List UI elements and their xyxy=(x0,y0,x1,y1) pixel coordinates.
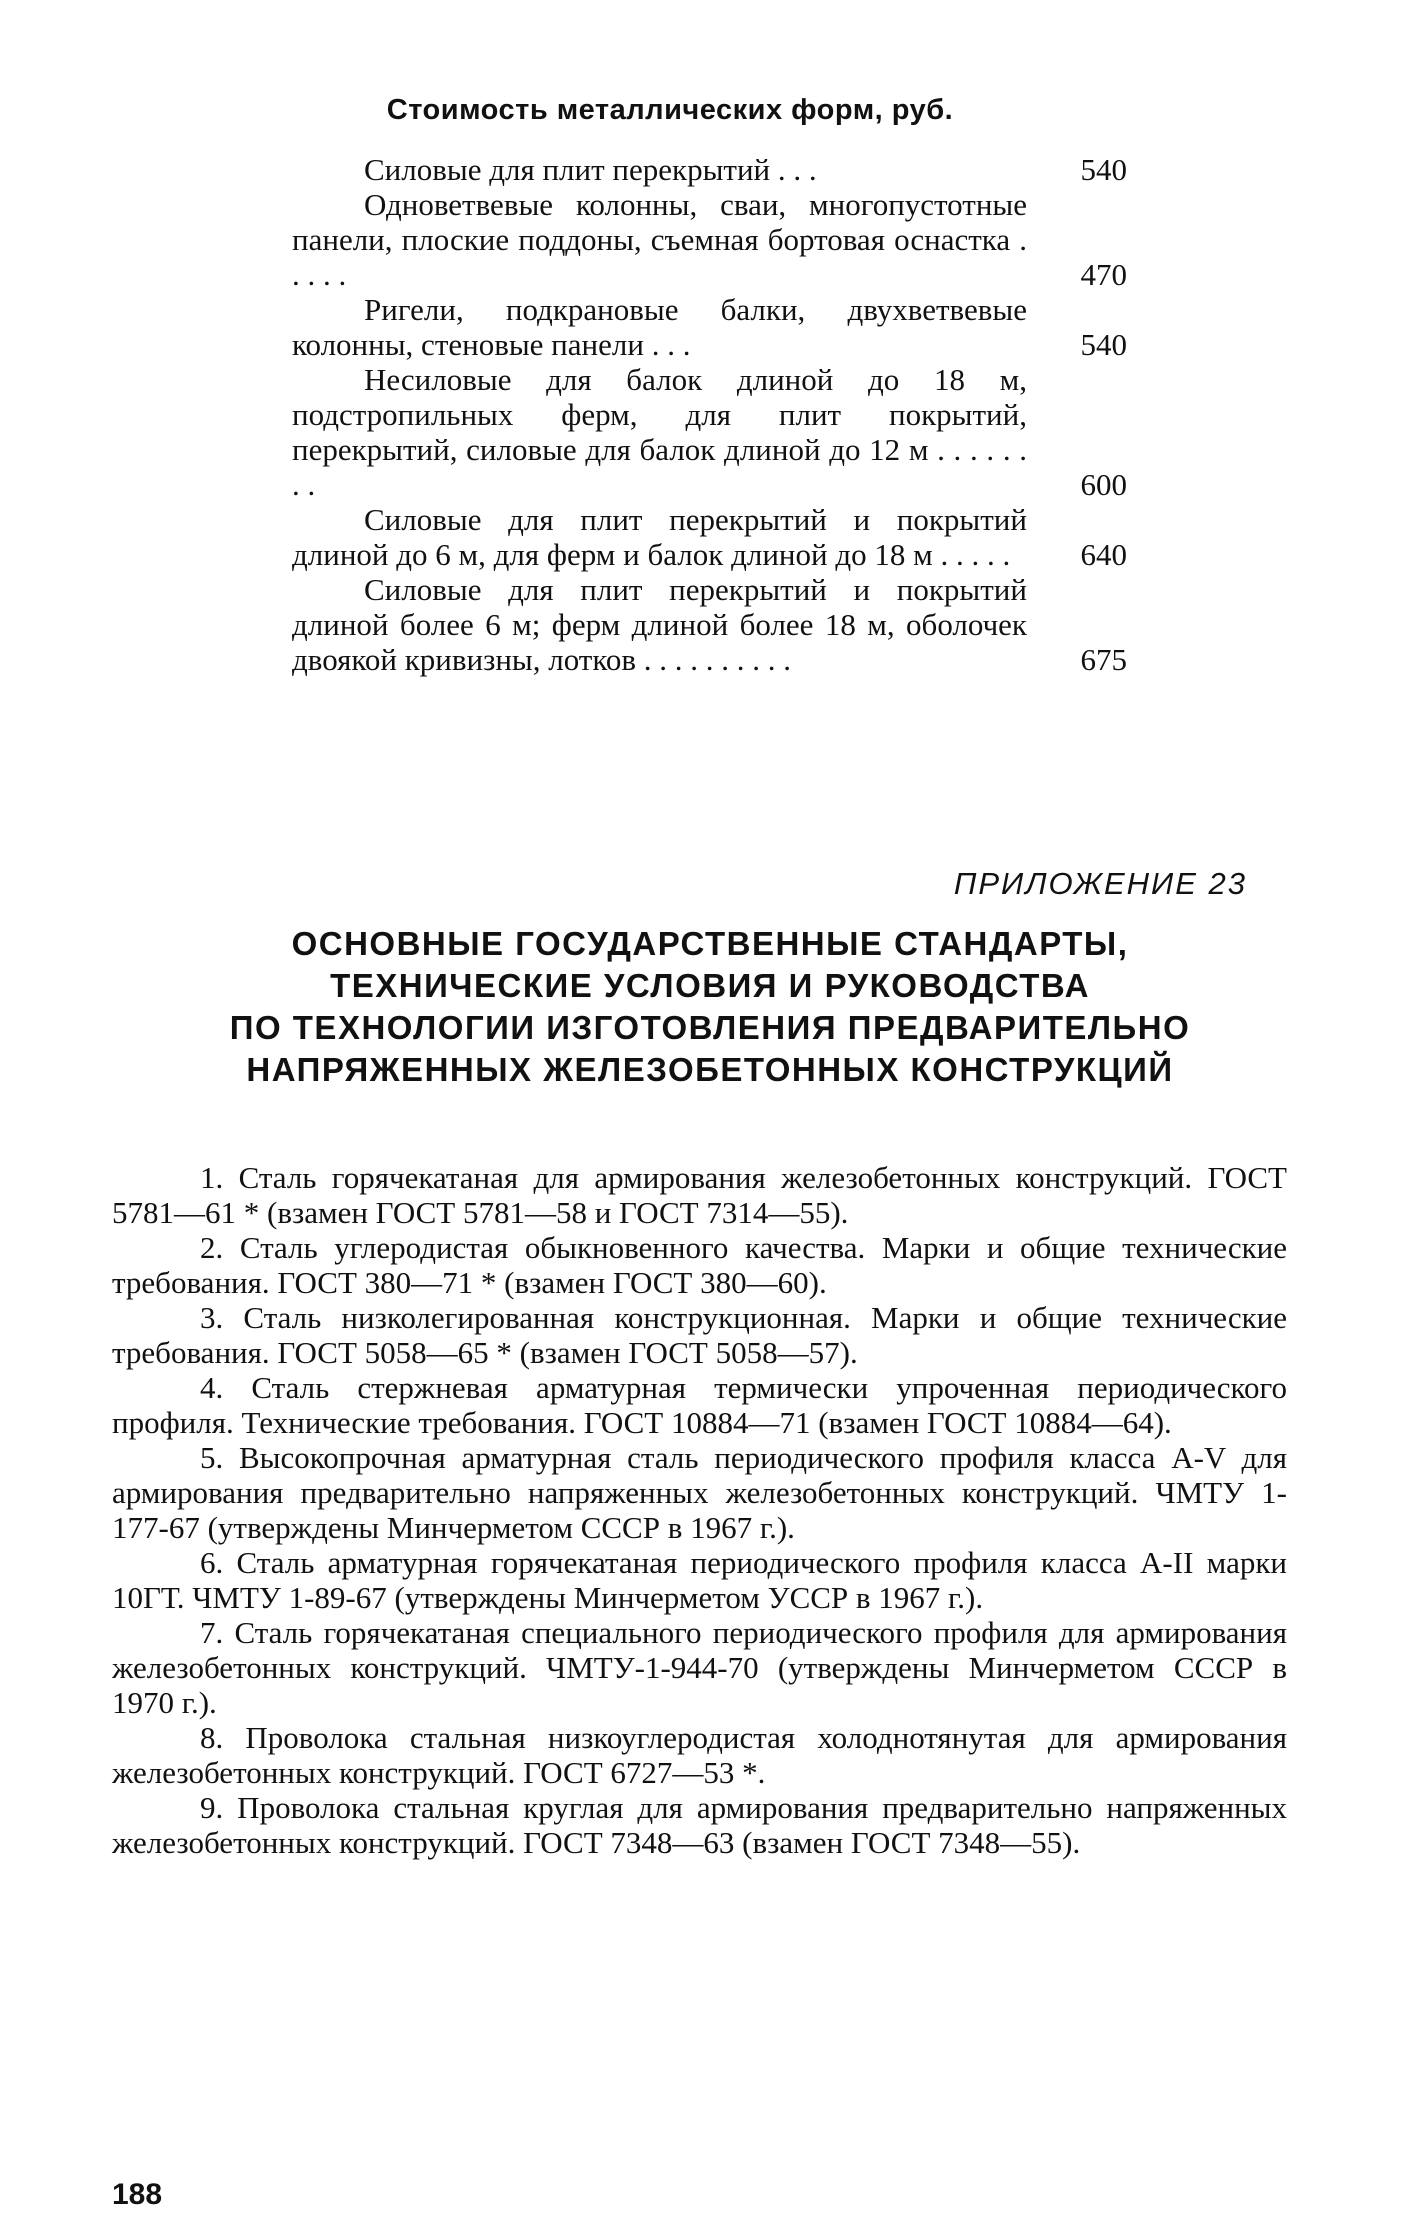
cost-item-value: 600 xyxy=(1080,467,1127,502)
standard-item: 1. Сталь горячекатаная для армирования железобетонных конструкций. ГОСТ 5781—61 * (взамен ГОСТ 5781—58 и ГОСТ 7314—55). xyxy=(112,1160,1287,1230)
standard-item: 5. Высокопрочная арматурная сталь периодического профиля класса A-V для армирования предварительно напряженных железобетонных конструкций. ЧМТУ 1-177-67 (утверждены Минчерметом СССР в 1967 г.). xyxy=(112,1440,1287,1545)
standard-item: 7. Сталь горячекатаная специального периодического профиля для армирования железобетонных конструкций. ЧМТУ-1-944-70 (утверждены Минчерметом СССР в 1970 г.). xyxy=(112,1615,1287,1720)
cost-list xyxy=(292,152,1132,677)
cost-item-value: 540 xyxy=(1080,327,1127,362)
cost-item-value: 640 xyxy=(1080,537,1127,572)
appendix-title-line: ОСНОВНЫЕ ГОСУДАРСТВЕННЫЕ СТАНДАРТЫ, xyxy=(291,925,1129,962)
appendix-title-line: ПО ТЕХНОЛОГИИ ИЗГОТОВЛЕНИЯ ПРЕДВАРИТЕЛЬНО xyxy=(229,1009,1191,1046)
standard-item: 9. Проволока стальная круглая для армирования предварительно напряженных железобетонных конструкций. ГОСТ 7348—63 (взамен ГОСТ 7348—55). xyxy=(112,1790,1287,1860)
cost-item-text: Силовые для плит перекрытий и покрытий длиной до 6 м, для ферм и балок длиной до 18 м . . . . . xyxy=(292,502,1027,572)
appendix-title xyxy=(150,923,1270,1091)
cost-item xyxy=(292,362,1132,502)
cost-item-text: Одноветвевые колонны, сваи, многопустотные панели, плоские поддоны, съемная бортовая оснастка . . . . . xyxy=(292,187,1027,292)
cost-item-text: Силовые для плит перекрытий . . . xyxy=(364,152,817,187)
appendix-label: ПРИЛОЖЕНИЕ 23 xyxy=(953,866,1247,901)
standard-item: 3. Сталь низколегированная конструкционная. Марки и общие технические требования. ГОСТ 5058—65 * (взамен ГОСТ 5058—57). xyxy=(112,1300,1287,1370)
standard-item: 2. Сталь углеродистая обыкновенного качества. Марки и общие технические требования. ГОСТ 380—71 * (взамен ГОСТ 380—60). xyxy=(112,1230,1287,1300)
cost-item-value: 675 xyxy=(1080,642,1127,677)
cost-item-value: 470 xyxy=(1080,257,1127,292)
cost-item xyxy=(292,187,1132,292)
cost-item xyxy=(292,572,1132,677)
cost-item-text: Ригели, подкрановые балки, двухветвевые колонны, стеновые панели . . . xyxy=(292,292,1027,362)
cost-item xyxy=(292,152,1132,187)
cost-item-text: Несиловые для балок длиной до 18 м, подстропильных ферм, для плит покрытий, перекрытий, силовые для балок длиной до 12 м . . . . . . . . xyxy=(292,362,1027,502)
cost-item xyxy=(292,292,1132,362)
appendix-title-line: НАПРЯЖЕННЫХ ЖЕЛЕЗОБЕТОННЫХ КОНСТРУКЦИЙ xyxy=(246,1051,1174,1088)
page-number: 188 xyxy=(112,2178,163,2211)
standard-item: 8. Проволока стальная низкоуглеродистая холоднотянутая для армирования железобетонных конструкций. ГОСТ 6727—53 *. xyxy=(112,1720,1287,1790)
standards-list xyxy=(112,1160,1287,1860)
standard-item: 6. Сталь арматурная горячекатаная периодического профиля класса A-II марки 10ГТ. ЧМТУ 1-89-67 (утверждены Минчерметом УССР в 1967 г.). xyxy=(112,1545,1287,1615)
cost-item-value: 540 xyxy=(1080,152,1127,187)
cost-item-text: Силовые для плит перекрытий и покрытий длиной более 6 м; ферм длиной более 18 м, оболочек двоякой кривизны, лотков . . . . . . . . . . xyxy=(292,572,1027,677)
cost-section-title: Стоимость металлических форм, руб. xyxy=(386,94,954,126)
standard-item: 4. Сталь стержневая арматурная термически упроченная периодического профиля. Технические требования. ГОСТ 10884—71 (взамен ГОСТ 10884—64). xyxy=(112,1370,1287,1440)
appendix-title-line: ТЕХНИЧЕСКИЕ УСЛОВИЯ И РУКОВОДСТВА xyxy=(330,967,1090,1004)
cost-item xyxy=(292,502,1132,572)
